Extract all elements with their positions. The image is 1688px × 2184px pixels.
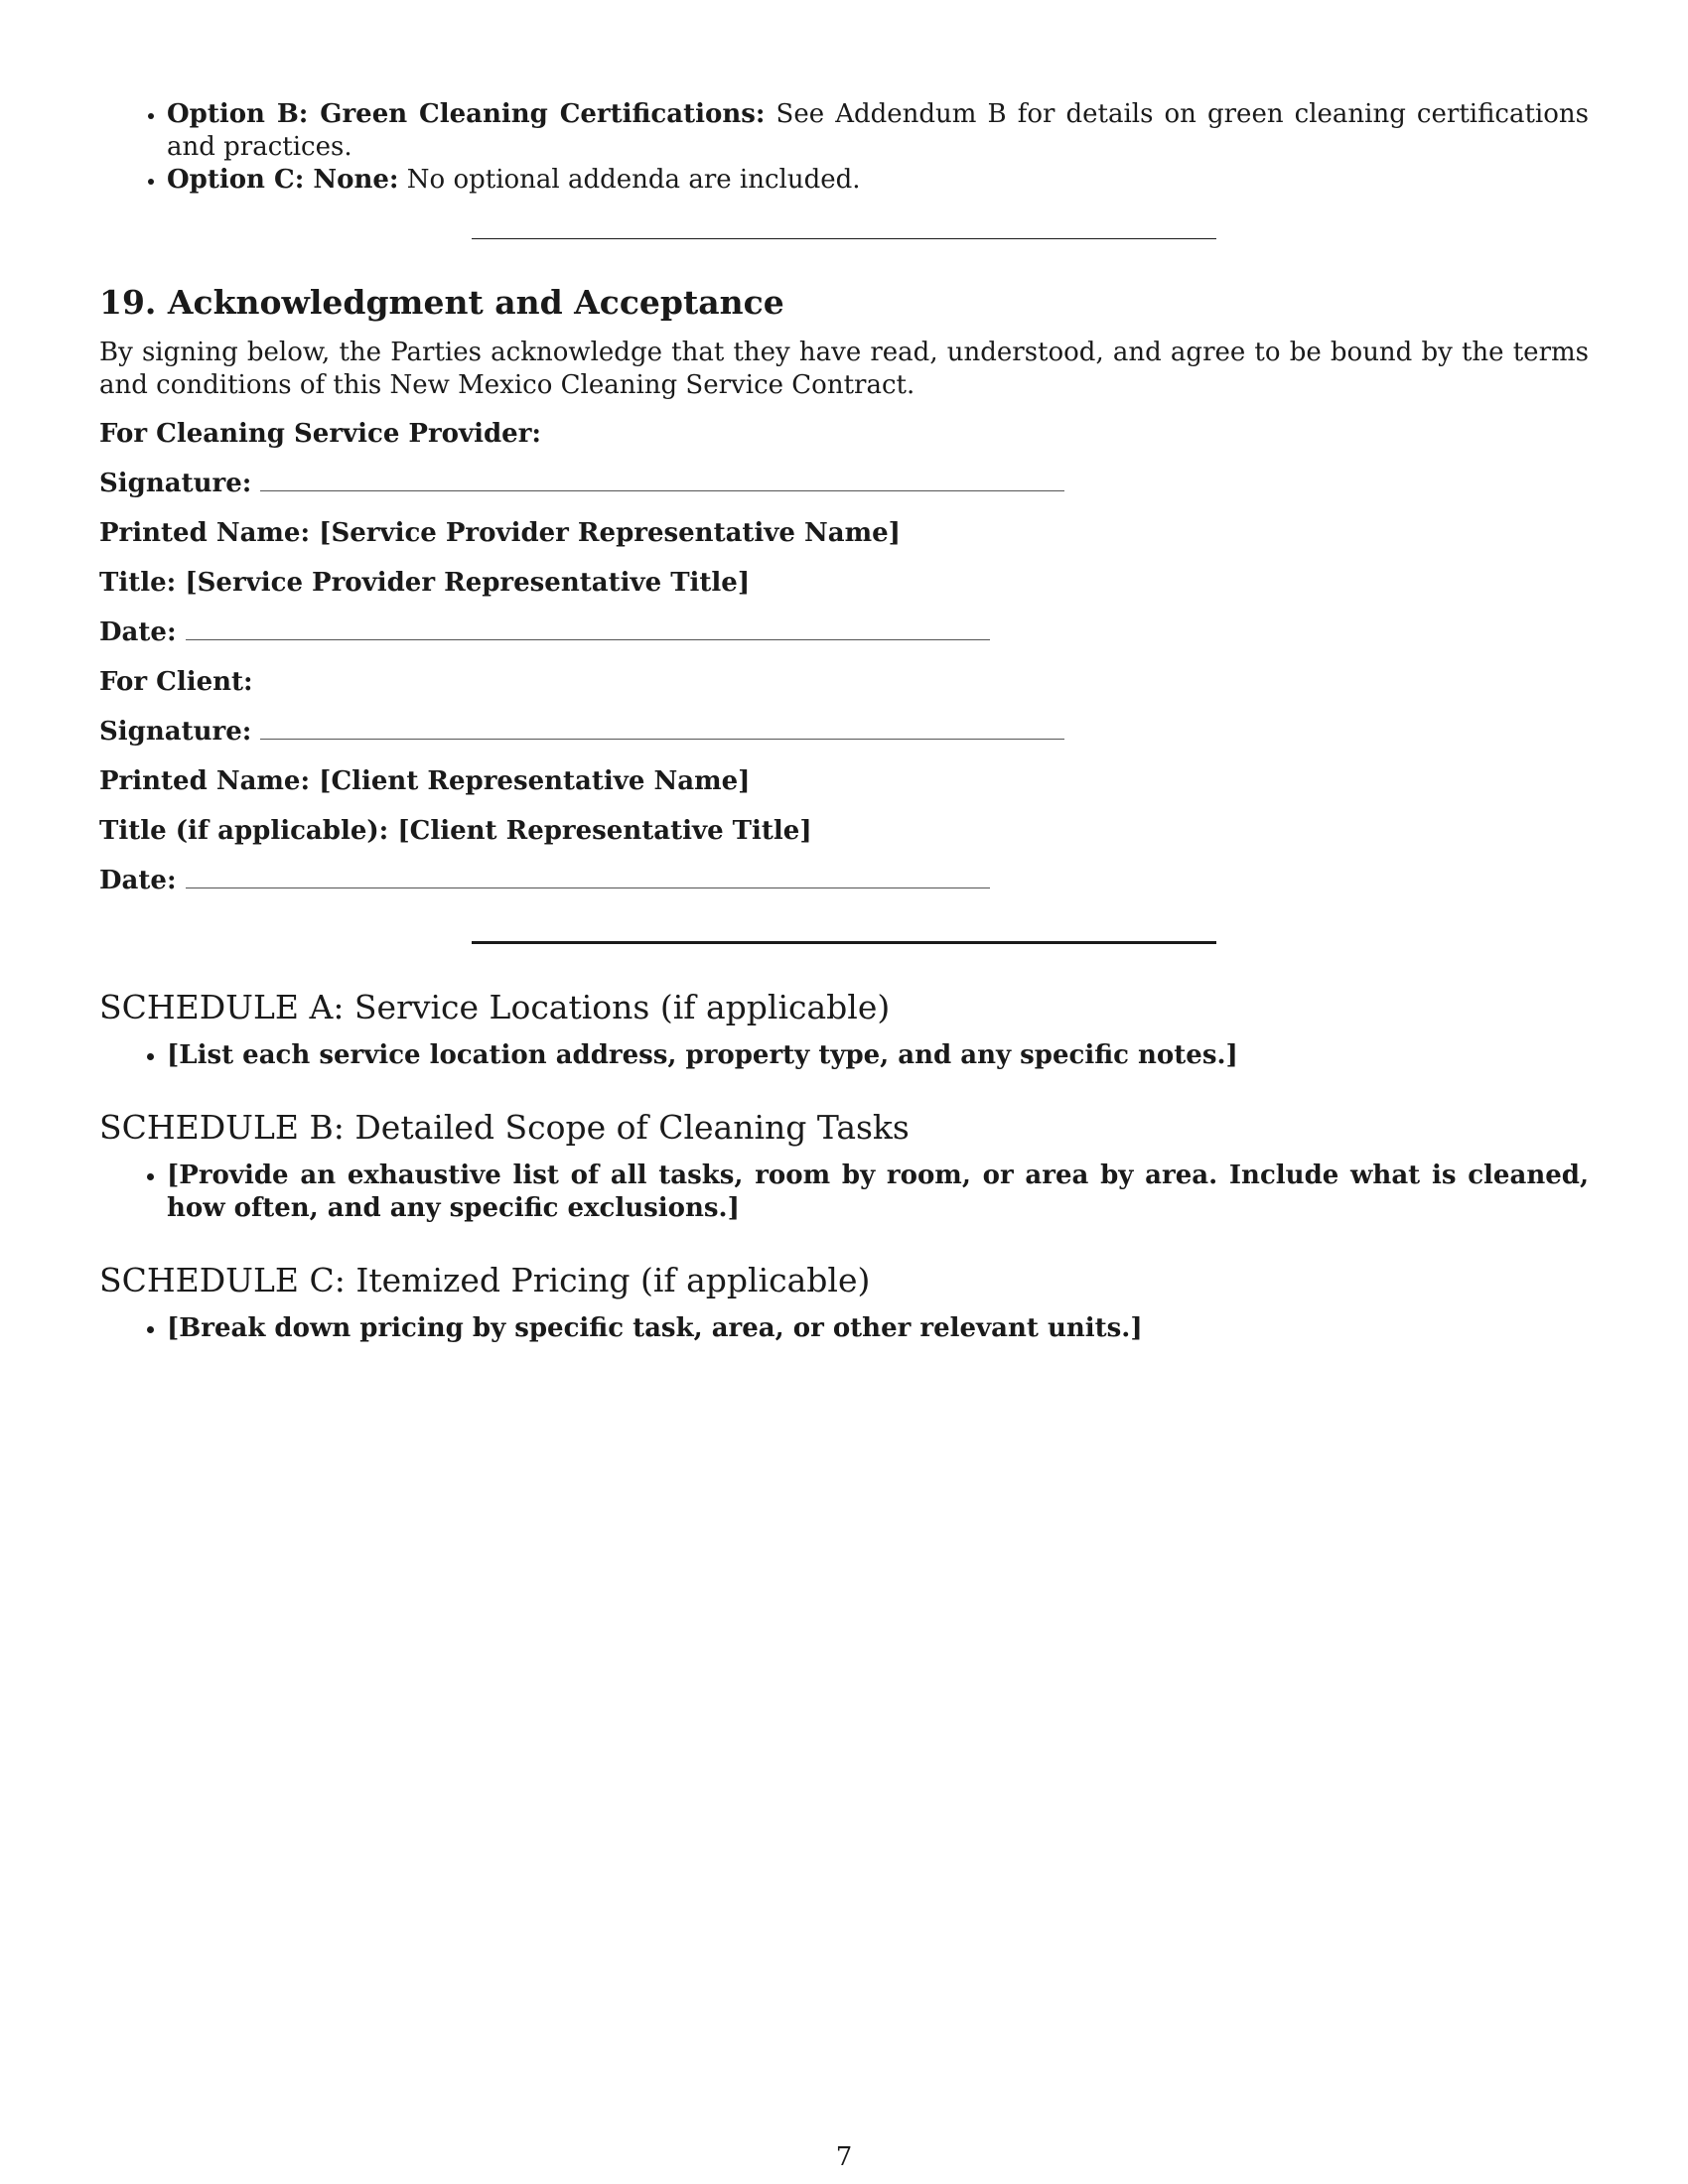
page-number: 7 [835, 2142, 853, 2172]
date-blank[interactable] [186, 619, 990, 640]
signature-blank[interactable] [260, 719, 1064, 740]
schedule-c-heading: SCHEDULE C: Itemized Pricing (if applicable) [99, 1261, 871, 1299]
date-label: Date: [99, 617, 177, 647]
provider-date-line [99, 616, 1589, 649]
option-text: No optional addenda are included. [406, 165, 861, 195]
provider-signature-line [99, 468, 1589, 500]
date-blank[interactable] [186, 868, 990, 888]
client-heading: For Client: [99, 667, 253, 697]
document-page [99, 94, 1589, 1345]
title-value: [Client Representative Title] [397, 816, 812, 846]
schedule-a-list [99, 1039, 1589, 1072]
section-heading: 19. Acknowledgment and Acceptance [99, 283, 784, 322]
list-item: • [Break down pricing by specific task, area, or other relevant units.] [167, 1312, 1589, 1345]
name-value: [Client Representative Name] [319, 766, 751, 796]
name-label: Printed Name: [99, 518, 311, 548]
schedule-a-heading: SCHEDULE A: Service Locations (if applicable) [99, 988, 891, 1026]
name-value: [Service Provider Representative Name] [319, 518, 901, 548]
list-item: • [Provide an exhaustive list of all tasks, room by room, or area by area. Include what is cleaned, how often, and any specific exclusions.] [167, 1160, 1589, 1225]
client-title [99, 815, 1589, 848]
schedules-divider [472, 941, 1216, 944]
date-label: Date: [99, 866, 177, 895]
section-divider [472, 238, 1216, 239]
list-item: • [List each service location address, property type, and any specific notes.] [167, 1039, 1589, 1072]
provider-printed-name [99, 517, 1589, 550]
signature-label: Signature: [99, 717, 252, 747]
title-label: Title: [99, 568, 177, 598]
signature-blank[interactable] [260, 471, 1064, 491]
option-label: Option C: None: [167, 165, 399, 195]
title-label: Title (if applicable): [99, 816, 389, 846]
schedule-b-list [99, 1160, 1589, 1225]
name-label: Printed Name: [99, 766, 311, 796]
client-printed-name [99, 765, 1589, 798]
signature-label: Signature: [99, 469, 252, 498]
option-text: See Addendum B for details on green cleaning certifications and practices. [167, 99, 1589, 162]
list-item [167, 98, 1589, 164]
options-list [99, 98, 1589, 197]
client-date-line [99, 865, 1589, 897]
list-item [167, 164, 1589, 197]
client-signature-line [99, 716, 1589, 749]
provider-title [99, 567, 1589, 600]
schedule-b-heading: SCHEDULE B: Detailed Scope of Cleaning Tasks [99, 1108, 910, 1147]
title-value: [Service Provider Representative Title] [185, 568, 751, 598]
provider-heading: For Cleaning Service Provider: [99, 419, 542, 449]
acknowledgment-paragraph: By signing below, the Parties acknowledge that they have read, understood, and agree to be bound by the terms and conditions of this New Mexico Cleaning Service Contract. [99, 338, 1589, 400]
option-label: Option B: Green Cleaning Certifications: [167, 99, 766, 129]
schedule-c-list [99, 1312, 1589, 1345]
